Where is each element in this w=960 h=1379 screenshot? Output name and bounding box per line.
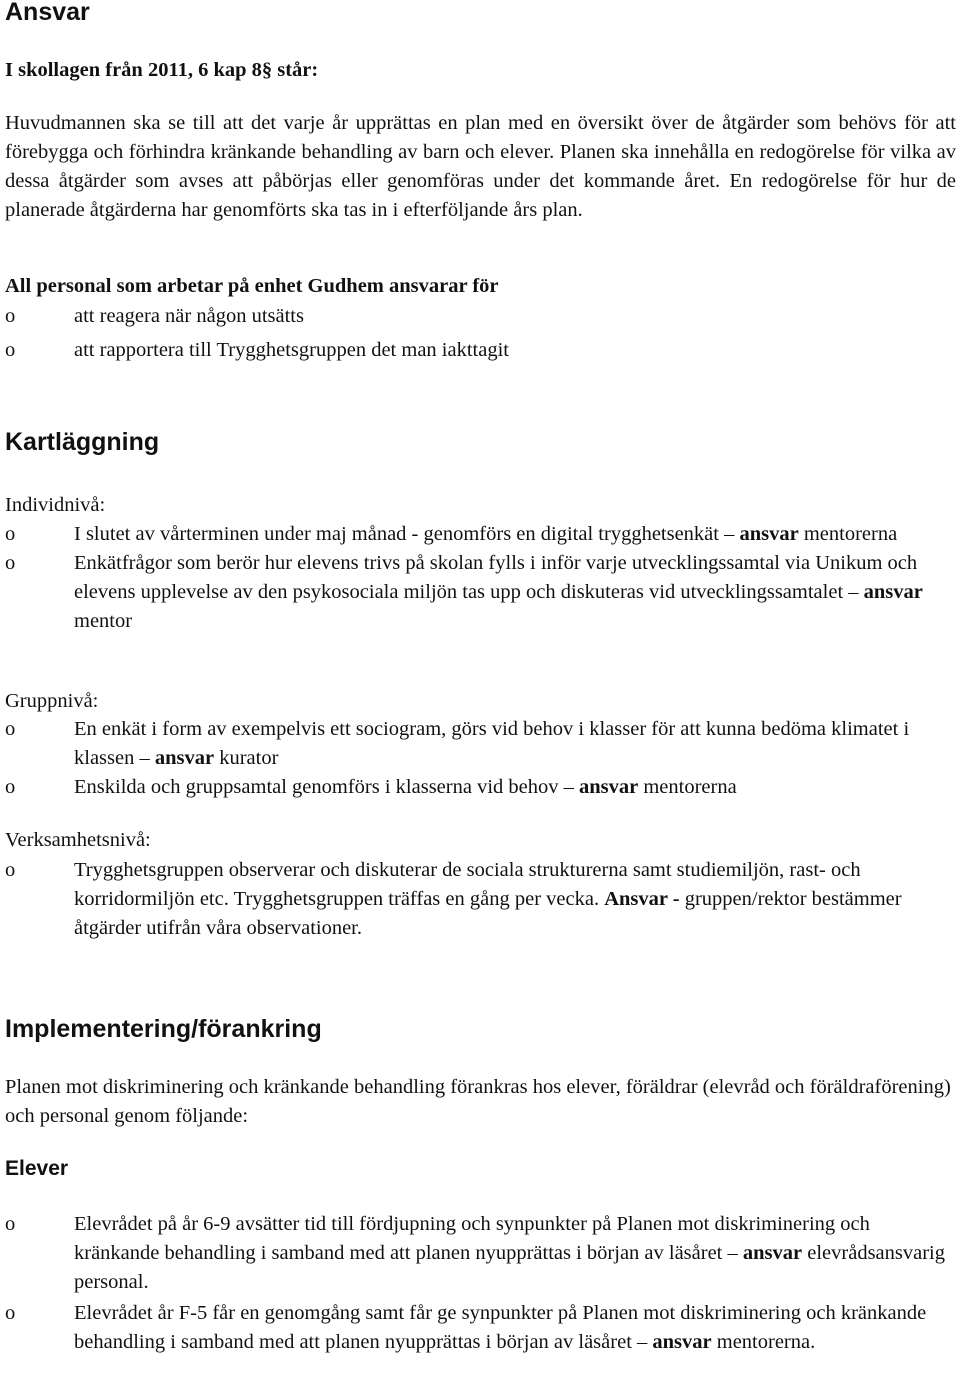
bullet-icon: o [5,523,16,545]
page-title: Ansvar [5,0,90,26]
individ-list [5,520,956,636]
bullet-icon: o [5,339,16,361]
bullet-icon: o [5,305,16,327]
responsibility-label: ansvar [739,523,799,545]
list-item: o Elevrådet på år 6-9 avsätter tid till fördjupning och synpunkter på Planen mot diskriminering och kränkande behandling i samband med att planen nyupprättas i början av läsåret – ansvar elevrådsansvarig personal. [5,1210,956,1297]
law-text-1: Huvudmannen ska se till att det varje år upprättas en plan med en översikt över de åtgärder som behövs för att förebygga och förhindra kränkande behandling av barn och elever. Planen ska innehålla en redogörelse för vilka av dessa åtgärder som avses att påbörjas eller genomföras under det kommande året. [5,112,956,192]
verksamhet-label: Verksamhetsnivå: [5,829,151,851]
elever-list [5,1210,956,1357]
bullet-icon: o [5,776,16,798]
law-text-2: En redogörelse för hur de planerade åtgärderna har genomförts ska tas in i efterföljande års plan. [5,170,956,221]
responsibility-label: ansvar [154,747,215,769]
list-item: o Trygghetsgruppen observerar och diskuterar de sociala strukturerna samt studiemiljön, rast- och korridormiljön etc. Trygghetsgruppen träffas en gång per vecka. Ansvar - gruppen/rektor bestämmer åtgärder utifrån våra observationer. [5,856,956,943]
verksamhet-list [5,856,956,943]
grupp-label: Gruppnivå: [5,690,99,712]
law-paragraph [5,109,956,225]
list-item: o Enskilda och gruppsamtal genomförs i klasserna vid behov – ansvar mentorerna [5,773,956,802]
bullet-icon: o [5,718,16,740]
responsibility-label: ansvar [652,1331,712,1353]
grupp-list [5,715,956,802]
implementation-intro: Planen mot diskriminering och kränkande behandling förankras hos elever, föräldrar (elevråd och föräldraförening) och personal genom följande: [5,1076,951,1127]
list-item: o En enkät i form av exempelvis ett sociogram, görs vid behov i klasser för att kunna bedöma klimatet i klassen – ansvar kurator [5,715,956,773]
bullet-icon: o [5,1302,16,1324]
staff-list [5,302,956,365]
responsibility-label: ansvar [863,581,923,603]
bullet-icon: o [5,859,16,881]
list-item: o att rapportera till Trygghetsgruppen det man iakttagit [5,336,956,365]
responsibility-label: Ansvar - [604,888,680,910]
bullet-icon: o [5,552,16,574]
elever-heading: Elever [5,1157,69,1180]
implementation-heading: Implementering/förankring [5,1015,322,1043]
bullet-icon: o [5,1213,16,1235]
mapping-heading: Kartläggning [5,428,160,456]
list-item: o att reagera när någon utsätts [5,302,956,331]
list-item: o I slutet av vårterminen under maj månad - genomförs en digital trygghetsenkät – ansvar mentorerna [5,520,956,549]
responsibility-label: ansvar [742,1242,803,1264]
list-item: o Enkätfrågor som berör hur elevens trivs på skolan fylls i inför varje utvecklingssamtal via Unikum och elevens upplevelse av den psykosociala miljön tas upp och diskuteras vid utvecklingssamtalet – ansvar mentor [5,549,956,636]
law-heading: I skollagen från 2011, 6 kap 8§ står: [5,59,319,81]
staff-heading: All personal som arbetar på enhet Gudhem ansvarar för [5,275,499,297]
list-item: o Elevrådet år F-5 får en genomgång samt får ge synpunkter på Planen mot diskriminering och kränkande behandling i samband med att planen nyupprättas i början av läsåret – ansvar mentorerna. [5,1299,956,1357]
responsibility-label: ansvar [579,776,639,798]
individ-label: Individnivå: [5,494,106,516]
